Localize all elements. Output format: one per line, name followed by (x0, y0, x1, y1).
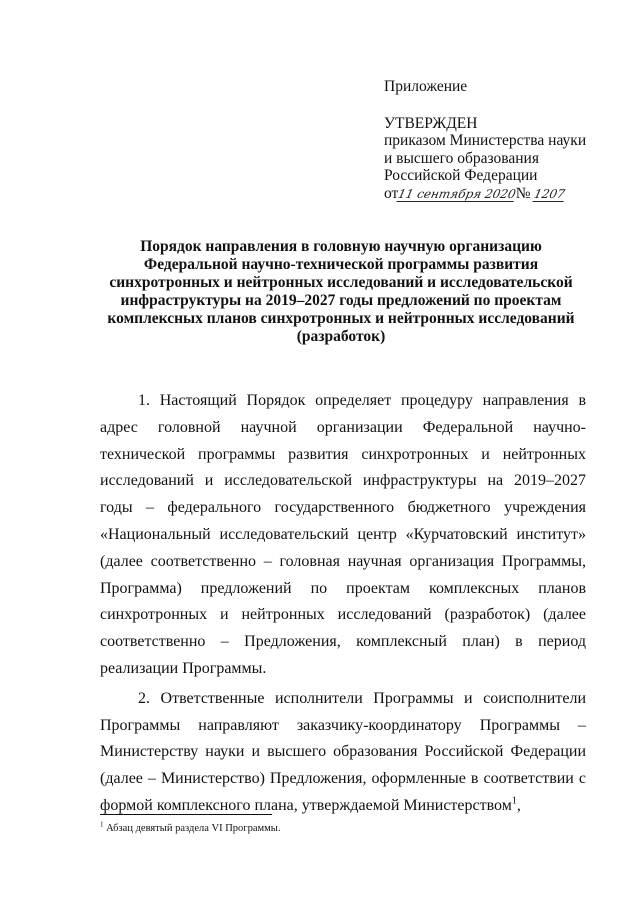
approval-line-3: Российской Федерации (384, 167, 538, 184)
handwritten-date: 11 сентября 2020 (397, 186, 518, 201)
footnote-divider (100, 814, 272, 815)
approval-line-1: приказом Министерства науки (384, 132, 587, 149)
paragraph-2-tail: , (516, 796, 521, 814)
paragraph-2-text: 2. Ответственные исполнители Программы и соисполнители Программы направляют заказчику-координатору Программы – Министерству науки и высшего образования Российской Федерации (далее – Министерство) Предложения, оформленные в соответствии с формой комплексного плана, утверждаемой Министерством (100, 689, 586, 814)
handwritten-number: 1207 (533, 186, 567, 201)
paragraph-1: 1. Настоящий Порядок определяет процедуру направления в адрес головной научной организации Федеральной научно-технической программы развития синхротронных и нейтронных исследований и исследовательской инфраструктуры на 2019–2027 годы – федерального государственного бюджетного учреждения «Национальный исследовательский центр «Курчатовский институт» (далее соответственно – головная научная организация Программы, Программа) предложений по проектам комплексных планов синхротронных и нейтронных исследований (разработок) (далее соответственно – Предложения, комплексный план) в период реализации Программы. (100, 392, 586, 677)
approved-label: УТВЕРЖДЕН (384, 114, 478, 132)
approval-block (384, 78, 624, 202)
footnote-text: Абзац девятый раздела VI Программы. (103, 823, 281, 834)
footnote-reference: 1 (511, 795, 517, 807)
paragraph-2 (100, 686, 586, 820)
appendix-label: Приложение (384, 78, 468, 95)
document-title: Порядок направления в головную научную организацию Федеральной научно-технической программы развития синхротронных и нейтронных исследований и исследовательской инфраструктуры на 2019–2027 годы предложений по проектам комплексных планов синхротронных и нейтронных исследований (разработок) (107, 238, 575, 345)
date-prefix: от (384, 184, 399, 202)
footnote-marker: 1 (100, 820, 104, 829)
approval-line-2: и высшего образования (384, 149, 539, 167)
order-date-number (384, 185, 624, 203)
number-prefix: № (515, 184, 531, 202)
document-body (100, 388, 586, 820)
footnote (100, 822, 580, 835)
